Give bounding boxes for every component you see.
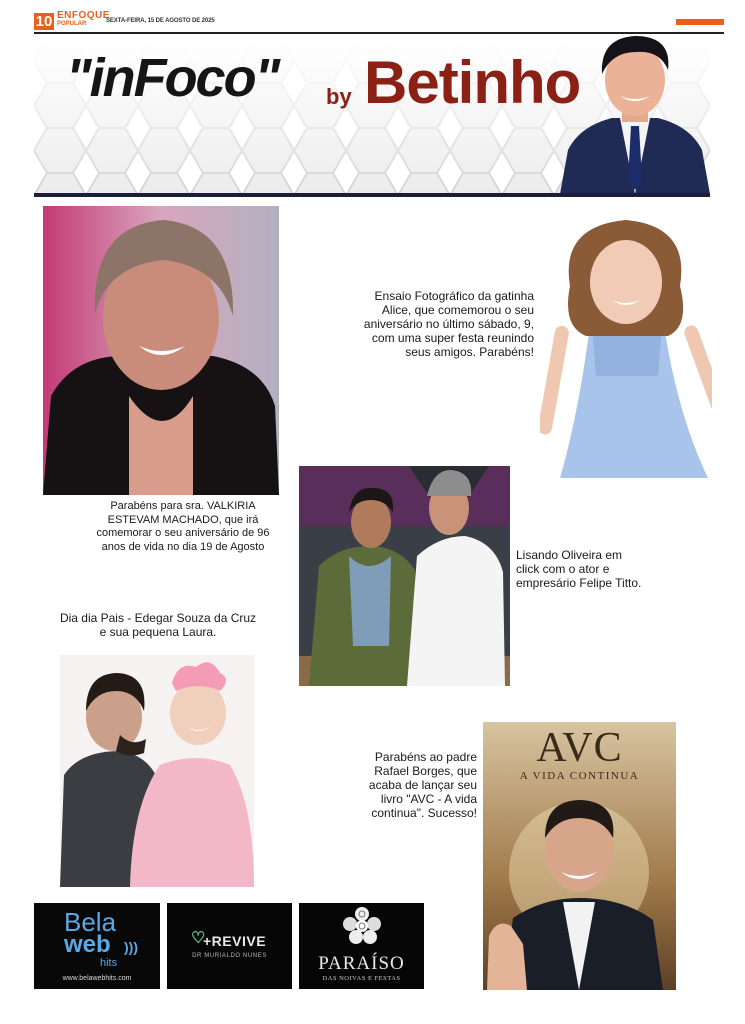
caption-valkiria: Parabéns para sra. VALKIRIA ESTEVAM MACHADO, que irá comemorar o seu aniversário de 96 anos de vida no dia 19 de Agosto xyxy=(96,500,270,553)
caption-alice: Ensaio Fotográfico da gatinha Alice, que comemorou o seu aniversário no último sábado, 9, com uma super festa reunindo seus amigos. Parabéns! xyxy=(363,289,534,359)
roses-icon xyxy=(339,906,385,950)
publication-subtitle: POPULAR xyxy=(57,21,87,27)
photo-edegar-laura xyxy=(60,655,254,887)
banner-underline xyxy=(34,193,710,197)
ad-bela-line2: web xyxy=(64,931,111,958)
ad-revive[interactable] xyxy=(167,903,292,989)
header-accent-bar xyxy=(676,19,724,25)
photo-lisando-felipe xyxy=(299,466,510,686)
dateline: SEXTA-FEIRA, 15 DE AGOSTO DE 2025 xyxy=(106,18,215,24)
ad-revive-sub: DR MURIALDO NUNES xyxy=(192,953,267,959)
ad-bela-url: www.belawebhits.com xyxy=(62,975,132,982)
book-title: AVC xyxy=(536,725,623,771)
publication-name: ENFOQUE xyxy=(57,10,110,21)
ad-paraiso-name: PARAÍSO xyxy=(318,953,405,974)
banner-title: "inFoco" xyxy=(66,48,279,108)
page-number: 10 xyxy=(35,13,53,30)
signal-icon: ))) xyxy=(124,939,138,955)
heart-icon: ♡ xyxy=(191,930,206,947)
ad-bela-line3: hits xyxy=(100,957,118,969)
columnist-portrait xyxy=(560,30,710,194)
banner-author-name: Betinho xyxy=(364,49,581,116)
caption-dia-dos-pais: Dia dia Pais - Edegar Souza da Cruz e sua pequena Laura. xyxy=(59,611,257,639)
ad-bela-web-hits[interactable] xyxy=(34,903,160,989)
ad-paraiso-sub: DAS NOIVAS E FESTAS xyxy=(322,975,401,982)
caption-padre: Parabéns ao padre Rafael Borges, que acaba de lançar seu livro "AVC - A vida continua". Sucesso! xyxy=(368,750,477,820)
book-subtitle: A VIDA CONTINUA xyxy=(519,770,640,782)
photo-valkiria xyxy=(43,206,279,495)
ad-bela-line1: Bela xyxy=(64,907,117,937)
ad-paraiso[interactable] xyxy=(299,903,424,989)
caption-lisando: Lisando Oliveira em click com o ator e empresário Felipe Titto. xyxy=(516,548,642,590)
ad-revive-name: +REVIVE xyxy=(203,933,267,949)
banner-by: by xyxy=(326,84,352,109)
photo-alice xyxy=(540,216,712,478)
